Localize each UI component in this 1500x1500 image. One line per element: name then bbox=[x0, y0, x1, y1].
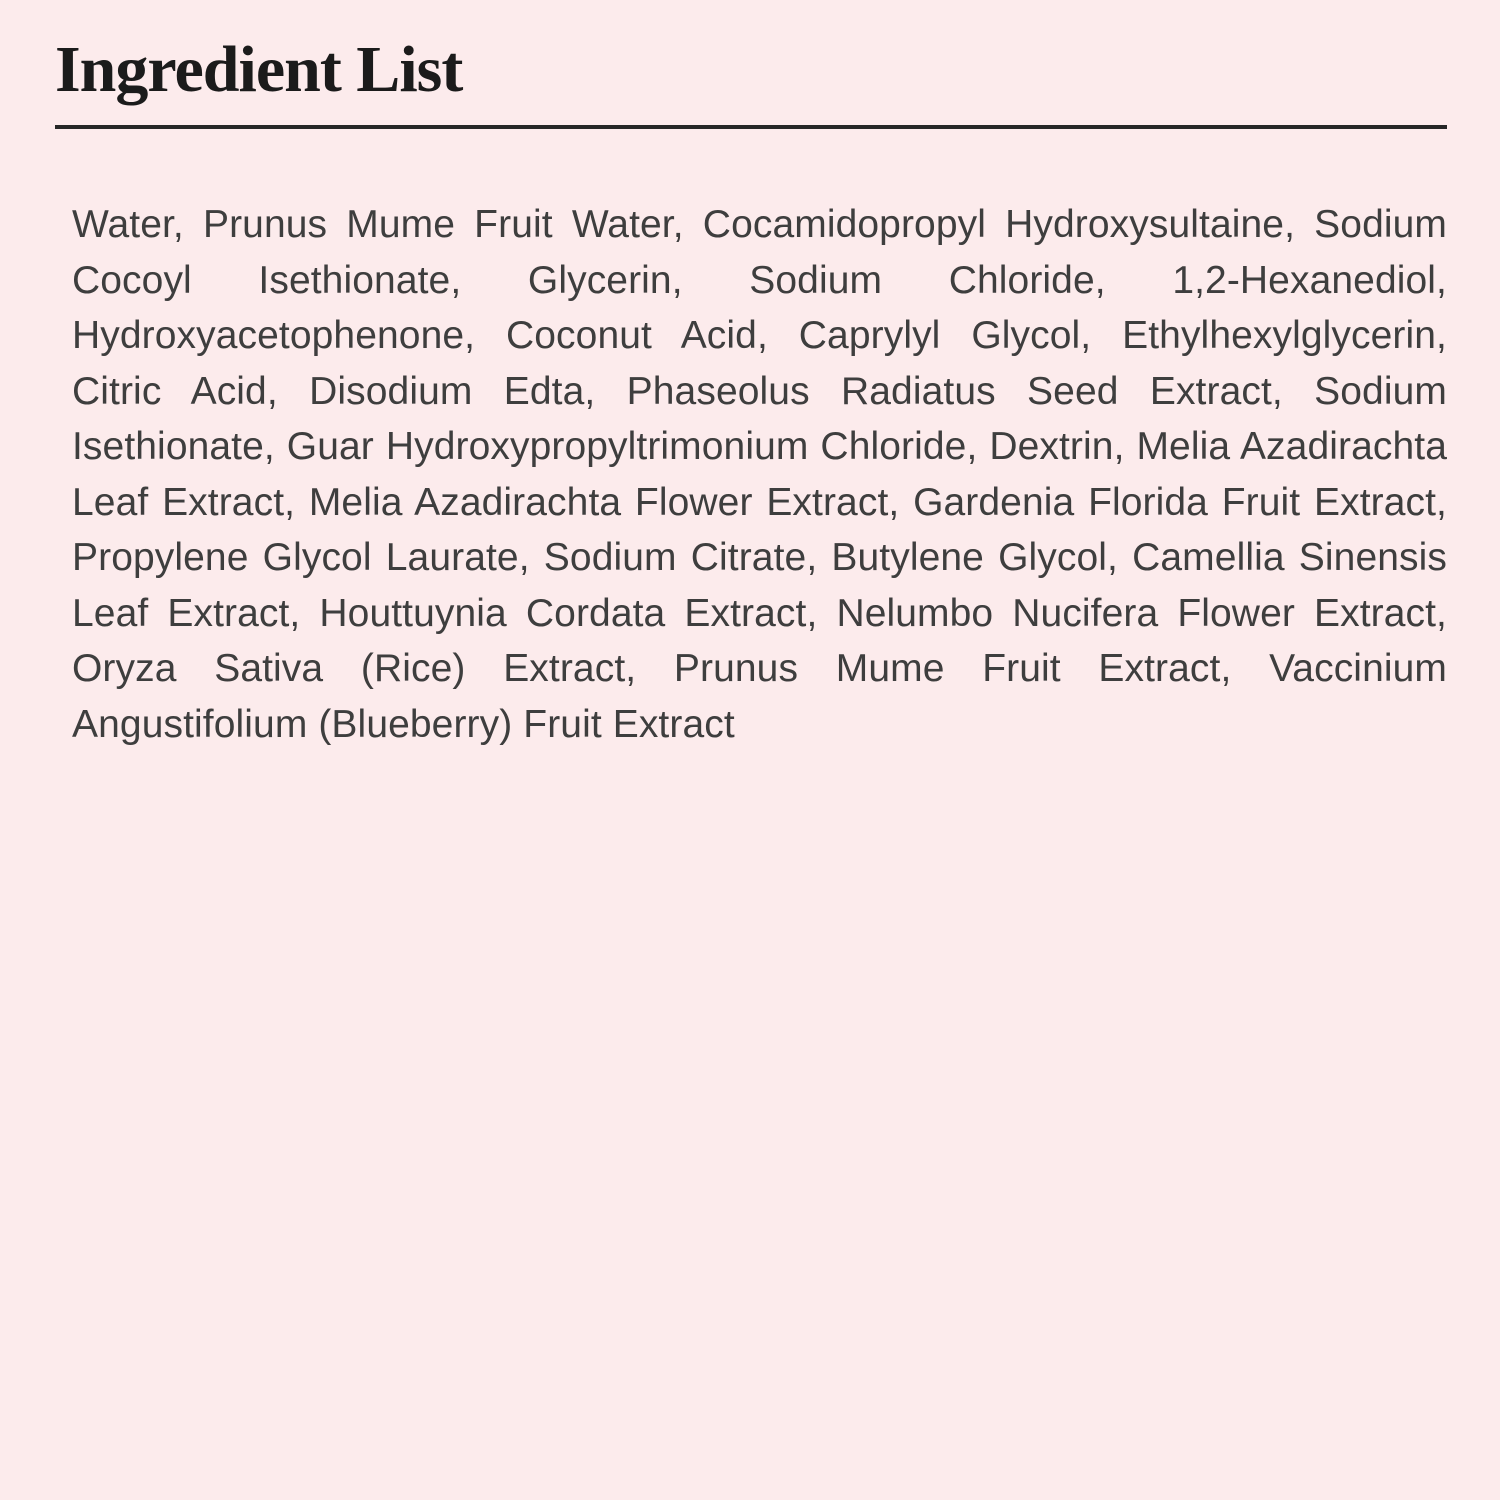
page-title: Ingredient List bbox=[55, 33, 463, 106]
title-divider bbox=[55, 125, 1447, 129]
ingredients-paragraph: Water, Prunus Mume Fruit Water, Cocamidopropyl Hydroxysultaine, Sodium Cocoyl Isethionate, Glycerin, Sodium Chloride, 1,2-Hexanediol, Hydroxyacetophenone, Coconut Acid, Caprylyl Glycol, Ethylhexylglycerin, Citric Acid, Disodium Edta, Phaseolus Radiatus Seed Extract, Sodium Isethionate, Guar Hydroxypropyltrimonium Chloride, Dextrin, Melia Azadirachta Leaf Extract, Melia Azadirachta Flower Extract, Gardenia Florida Fruit Extract, Propylene Glycol Laurate, Sodium Citrate, Butylene Glycol, Camellia Sinensis Leaf Extract, Houttuynia Cordata Extract, Nelumbo Nucifera Flower Extract, Oryza Sativa (Rice) Extract, Prunus Mume Fruit Extract, Vaccinium Angustifolium (Blueberry) Fruit Extract bbox=[72, 203, 1447, 746]
